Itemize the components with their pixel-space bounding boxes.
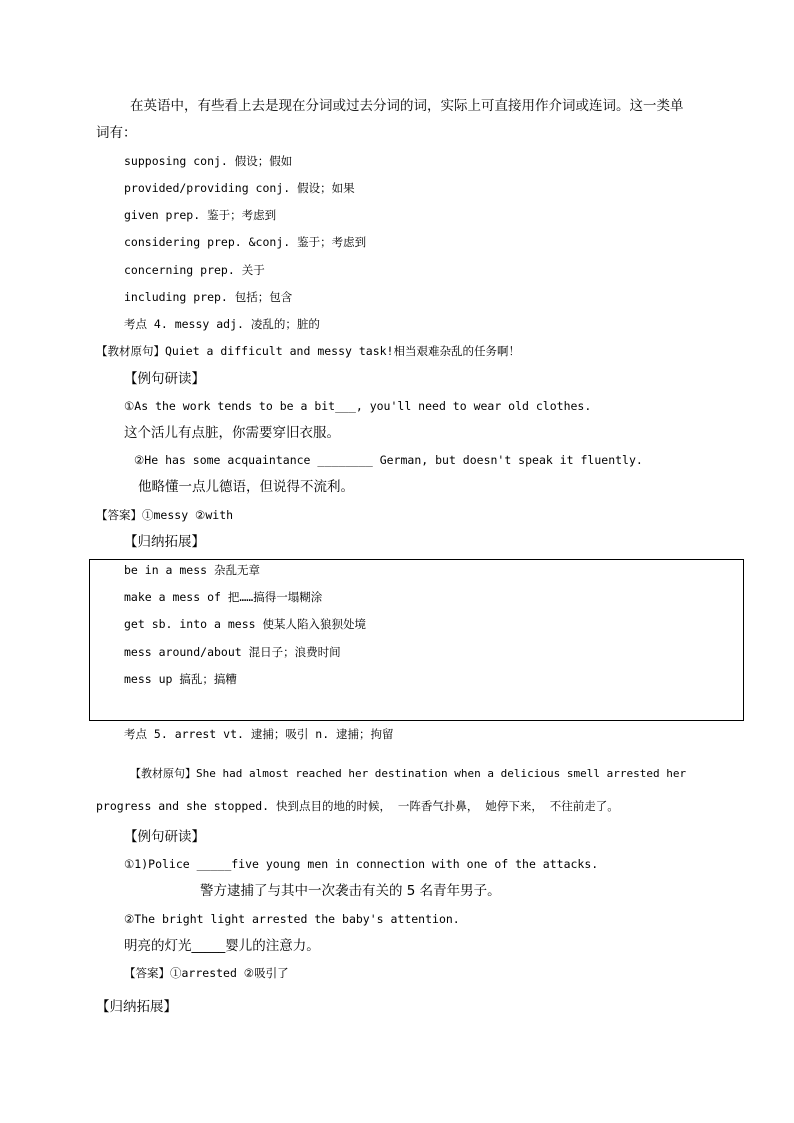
point5-textbook-line-2: progress and she stopped. 快到点目的地的时候， 一阵香气扑鼻， 她停下来， 不往前走了。 — [96, 799, 619, 813]
word-item: considering prep. &conj. 鉴于；考虑到 — [124, 235, 367, 249]
point4-example-2-en: ②He has some acquaintance ________ German, but doesn't speak it fluently. — [134, 453, 643, 467]
point4-example-1-en: ①As the work tends to be a bit___, you'll need to wear old clothes. — [124, 399, 592, 413]
point4-textbook-sentence: 【教材原句】Quiet a difficult and messy task!相当艰难杂乱的任务啊！ — [96, 344, 520, 358]
word-item: including prep. 包括；包含 — [124, 290, 293, 304]
point4-example-1-zh: 这个活儿有点脏，你需要穿旧衣服。 — [124, 425, 340, 441]
summary-item: mess up 搞乱；搞糟 — [124, 672, 237, 686]
intro-line-1: 在英语中，有些看上去是现在分词或过去分词的词，实际上可直接用作介词或连词。这一类单 — [130, 98, 684, 114]
point4-examples-label: 【例句研读】 — [124, 371, 205, 387]
point5-summary-label: 【归纳拓展】 — [96, 999, 177, 1015]
point5-example-1-zh: 警方逮捕了与其中一次袭击有关的 5 名青年男子。 — [200, 883, 501, 899]
point5-answer: 【答案】①arrested ②吸引了 — [124, 966, 289, 980]
word-item: given prep. 鉴于；考虑到 — [124, 208, 277, 222]
point4-summary-label: 【归纳拓展】 — [124, 534, 205, 550]
point5-examples-label: 【例句研读】 — [124, 829, 205, 845]
word-item: supposing conj. 假设；假如 — [124, 154, 293, 168]
point4-example-2-zh: 他略懂一点儿德语，但说得不流利。 — [138, 479, 354, 495]
word-item: concerning prep. 关于 — [124, 263, 265, 277]
intro-line-2: 词有： — [96, 125, 137, 141]
word-item: provided/providing conj. 假设；如果 — [124, 181, 355, 195]
point4-heading: 考点 4. messy adj. 凌乱的；脏的 — [124, 317, 320, 331]
point5-example-2-en: ②The bright light arrested the baby's attention. — [124, 912, 460, 926]
summary-item: get sb. into a mess 使某人陷入狼狈处境 — [124, 617, 366, 631]
point5-example-2-zh: 明亮的灯光_____婴儿的注意力。 — [124, 938, 320, 954]
summary-item: be in a mess 杂乱无章 — [124, 563, 261, 577]
summary-item: make a mess of 把……搞得一塌糊涂 — [124, 590, 323, 604]
point5-textbook-line-1: 【教材原句】She had almost reached her destination when a delicious smell arrested her — [130, 767, 687, 780]
summary-item: mess around/about 混日子；浪费时间 — [124, 645, 341, 659]
point5-heading: 考点 5. arrest vt. 逮捕；吸引 n. 逮捕；拘留 — [124, 727, 394, 741]
point4-answer: 【答案】①messy ②with — [96, 508, 234, 522]
point5-example-1-en: ①1)Police _____five young men in connection with one of the attacks. — [124, 857, 599, 871]
summary-box — [89, 559, 744, 721]
